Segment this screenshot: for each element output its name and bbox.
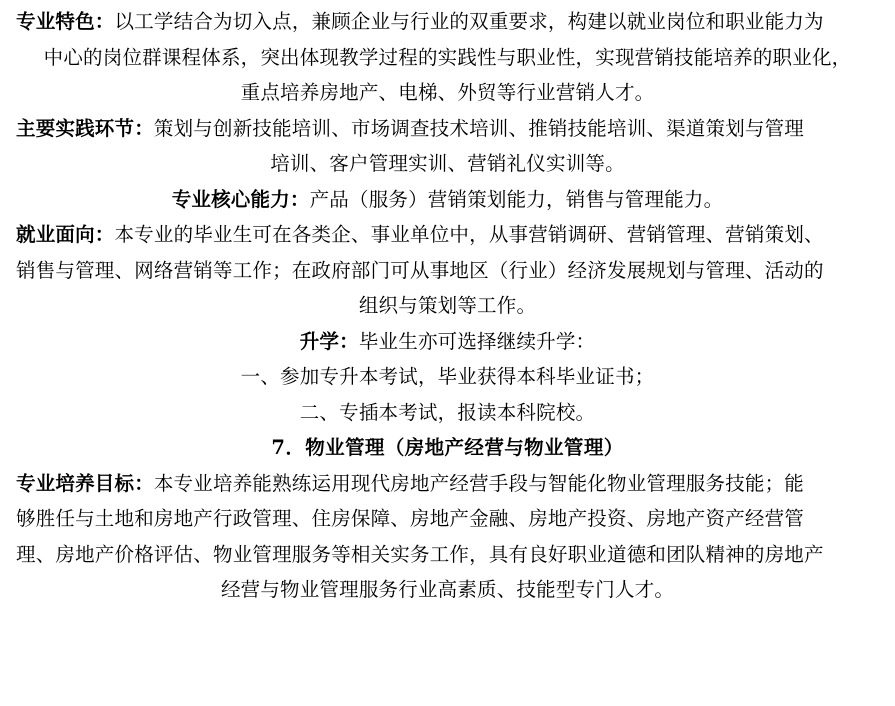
paragraph-employment-line3 [16,288,879,324]
paragraph-training-goal-line2 [16,501,879,537]
paragraph-line: 以工学结合为切入点，兼顾企业与行业的双重要求，构建以就业岗位和职业能力为 [114,10,824,33]
paragraph-line: 本专业的毕业生可在各类企、事业单位中，从事营销调研、营销管理、营销策划、 [114,223,824,246]
paragraph-employment [16,217,879,253]
paragraph-line: 经营与物业管理服务行业高素质、技能型专门人才。 [220,578,675,601]
paragraph-training-goal-line3 [16,537,879,573]
paragraph-label: 专业特色： [16,10,115,33]
paragraph-line: 重点培养房地产、电梯、外贸等行业营销人才。 [240,81,655,104]
paragraph-label: 主要实践环节： [16,116,154,140]
paragraph-line: 销售与管理、网络营销等工作；在政府部门可从事地区（行业）经济发展规划与管理、活动的 [16,258,824,282]
paragraph-practice-sections [16,111,879,147]
paragraph-line: 培训、客户管理实训、营销礼仪实训等。 [270,152,625,175]
paragraph-line: 组织与策划等工作。 [358,294,537,317]
paragraph-line: 二、专插本考试，报读本科院校。 [299,400,596,424]
paragraph-label: 升学： [299,329,359,353]
paragraph-major-features-line2 [16,40,879,76]
paragraph-line: 中心的岗位群课程体系，突出体现教学过程的实践性与职业性，实现营销技能培养的职业化， [43,45,852,69]
paragraph-major-features-line3 [16,75,879,111]
paragraph-practice-sections-line2 [16,146,879,182]
paragraph-core-ability [16,182,879,218]
paragraph-line: 够胜任与土地和房地产行政管理、住房保障、房地产金融、房地产投资、房地产资产经营管 [16,507,805,530]
paragraph-label: 专业核心能力： [171,187,310,211]
paragraph-training-goal [16,466,879,502]
paragraph-label: 就业面向： [16,223,115,246]
paragraph-major-features [16,4,879,40]
paragraph-employment-line2 [16,253,879,289]
paragraph-line: 毕业生亦可选择继续升学： [358,329,596,353]
paragraph-training-goal-line4 [16,572,879,608]
paragraph-line: 策划与创新技能培训、市场调查技术培训、推销技能培训、渠道策划与管理 [153,116,805,140]
paragraph-further-study-item-2 [16,395,879,431]
paragraph-line: 一、参加专升本考试，毕业获得本科毕业证书； [240,365,655,388]
paragraph-label: 专业培养目标： [16,471,154,495]
paragraph-further-study-item-1 [16,359,879,395]
paragraph-line: 产品（服务）营销策划能力，销售与管理能力。 [309,187,724,211]
paragraph-further-study [16,324,879,360]
section-heading: 7．物业管理（房地产经营与物业管理） [271,436,624,459]
paragraph-line: 本专业培养能熟练运用现代房地产经营手段与智能化物业管理服务技能；能 [153,471,805,495]
paragraph-line: 理、房地产价格评估、物业管理服务等相关实务工作，具有良好职业道德和团队精神的房地产 [16,542,824,566]
